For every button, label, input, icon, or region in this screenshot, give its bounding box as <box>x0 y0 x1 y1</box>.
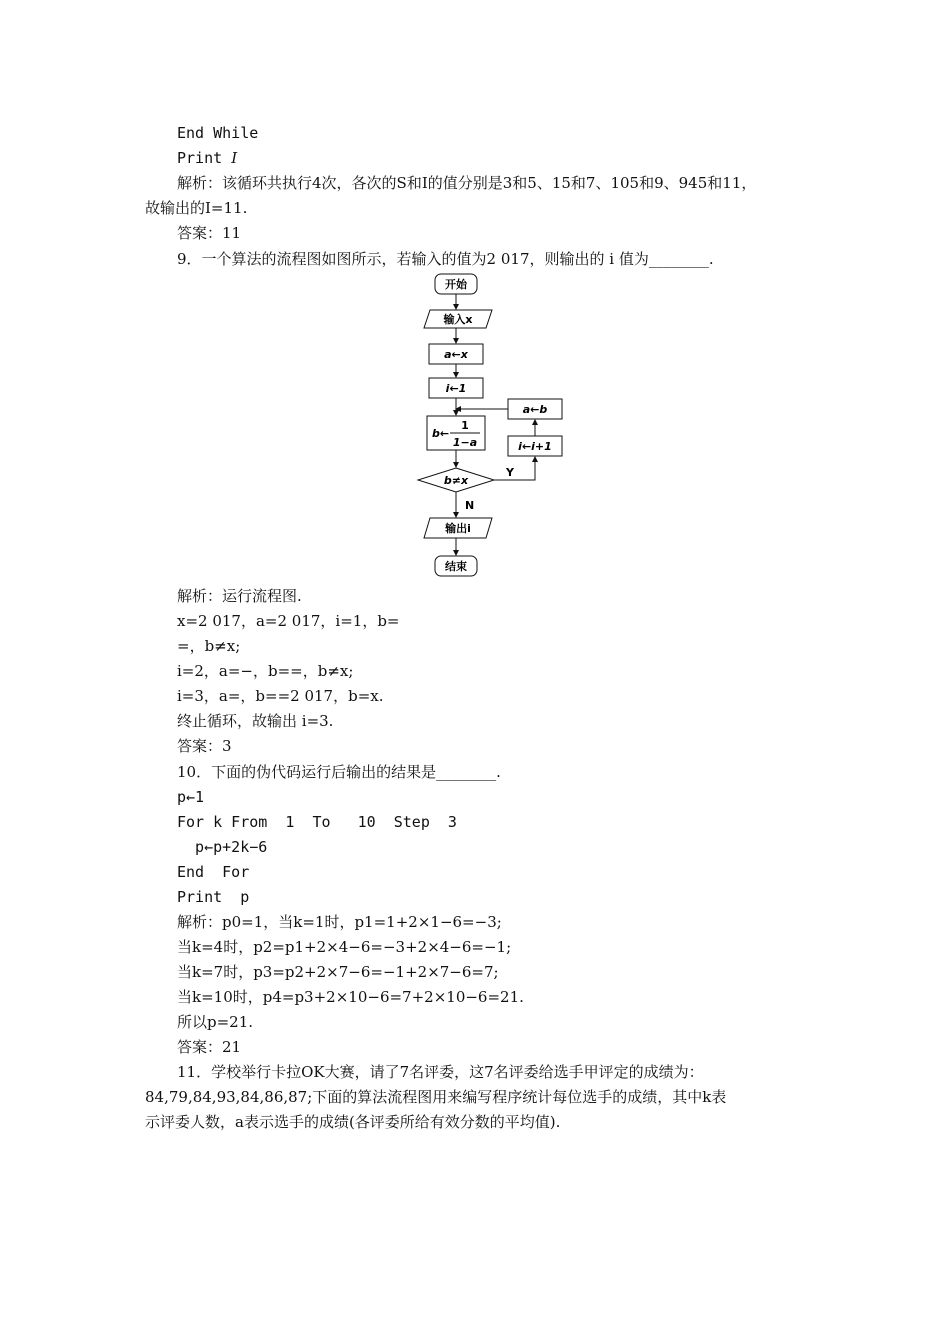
q10-question: 10．下面的伪代码运行后输出的结果是________. <box>177 763 501 781</box>
code-print-keyword: Print <box>177 149 232 167</box>
q10-analysis-line-2: 当k=4时，p2=p1+2×4−6=−3+2×4−6=−1; <box>177 938 512 956</box>
q9-answer: 答案：3 <box>177 737 232 755</box>
q10-analysis-line-3: 当k=7时，p3=p2+2×7−6=−1+2×7−6=7; <box>177 963 499 981</box>
flowchart-assign-b-numerator: 1 <box>461 419 469 432</box>
q10-analysis-line-4: 当k=10时，p4=p3+2×10−6=7+2×10−6=21. <box>177 988 524 1006</box>
q10-analysis-line-1: 解析：p0=1，当k=1时，p1=1+2×1−6=−3; <box>177 913 502 931</box>
q9-analysis-line-6: 终止循环，故输出 i=3. <box>177 712 334 730</box>
q9-analysis-line-2: x=2 017，a=2 017，i=1，b= <box>177 612 400 630</box>
flowchart-output-label: 输出i <box>445 522 471 535</box>
q10-code-line-1: p←1 <box>177 788 205 806</box>
flowchart-start-label: 开始 <box>445 278 467 291</box>
flowchart-no-label: N <box>465 499 475 512</box>
code-end-while: End While <box>177 124 259 142</box>
flowchart-end-label: 结束 <box>445 560 467 573</box>
q11-line-3: 示评委人数，a表示选手的成绩(各评委所给有效分数的平均值). <box>145 1113 561 1131</box>
code-print-variable: I <box>231 149 238 167</box>
q9-analysis-line-1: 解析：运行流程图. <box>177 587 302 605</box>
code-print-line <box>177 148 237 168</box>
q10-code-line-5: Print p <box>177 888 250 906</box>
q10-code-line-2: For k From 1 To 10 Step 3 <box>177 813 457 831</box>
flowchart-assign-i-label: i←1 <box>445 382 467 395</box>
q11-line-2: 84,79,84,93,84,86,87;下面的算法流程图用来编写程序统计每位选手的成绩，其中k表 <box>145 1088 727 1106</box>
flowchart-assign-b-denominator: 1−a <box>452 436 478 449</box>
flowchart-assign-a-label: a←x <box>444 348 468 361</box>
q9-question: 9．一个算法的流程图如图所示，若输入的值为2 017，则输出的 i 值为________. <box>177 250 714 268</box>
q10-code-line-4: End For <box>177 863 250 881</box>
q11-line-1: 11．学校举行卡拉OK大赛，请了7名评委，这7名评委给选手甲评定的成绩为： <box>177 1063 704 1081</box>
q10-answer: 答案：21 <box>177 1038 242 1056</box>
q8-analysis-line-2: 故输出的I=11. <box>145 199 248 217</box>
q9-analysis-line-4: i=2，a=−，b==，b≠x; <box>177 662 354 680</box>
flowchart-yes-label: Y <box>506 466 514 479</box>
q9-analysis-line-3: =，b≠x; <box>177 637 241 655</box>
flowchart-increment-label: i←i+1 <box>518 440 552 453</box>
q10-analysis-line-5: 所以p=21. <box>177 1013 254 1031</box>
flowchart-input-label: 输入x <box>443 313 473 326</box>
q9-analysis-line-5: i=3，a=，b==2 017，b=x. <box>177 687 384 705</box>
q8-answer: 答案：11 <box>177 224 242 242</box>
q10-code-line-3: p←p+2k−6 <box>177 838 268 856</box>
flowchart-assign-b-prefix: b← <box>432 427 450 440</box>
flowchart-decision-label: b≠x <box>443 474 469 487</box>
q8-analysis-line-1: 解析：该循环共执行4次，各次的S和I的值分别是3和5、15和7、105和9、945和11， <box>177 174 757 192</box>
flowchart <box>410 272 570 582</box>
flowchart-a-gets-b-label: a←b <box>522 403 548 416</box>
